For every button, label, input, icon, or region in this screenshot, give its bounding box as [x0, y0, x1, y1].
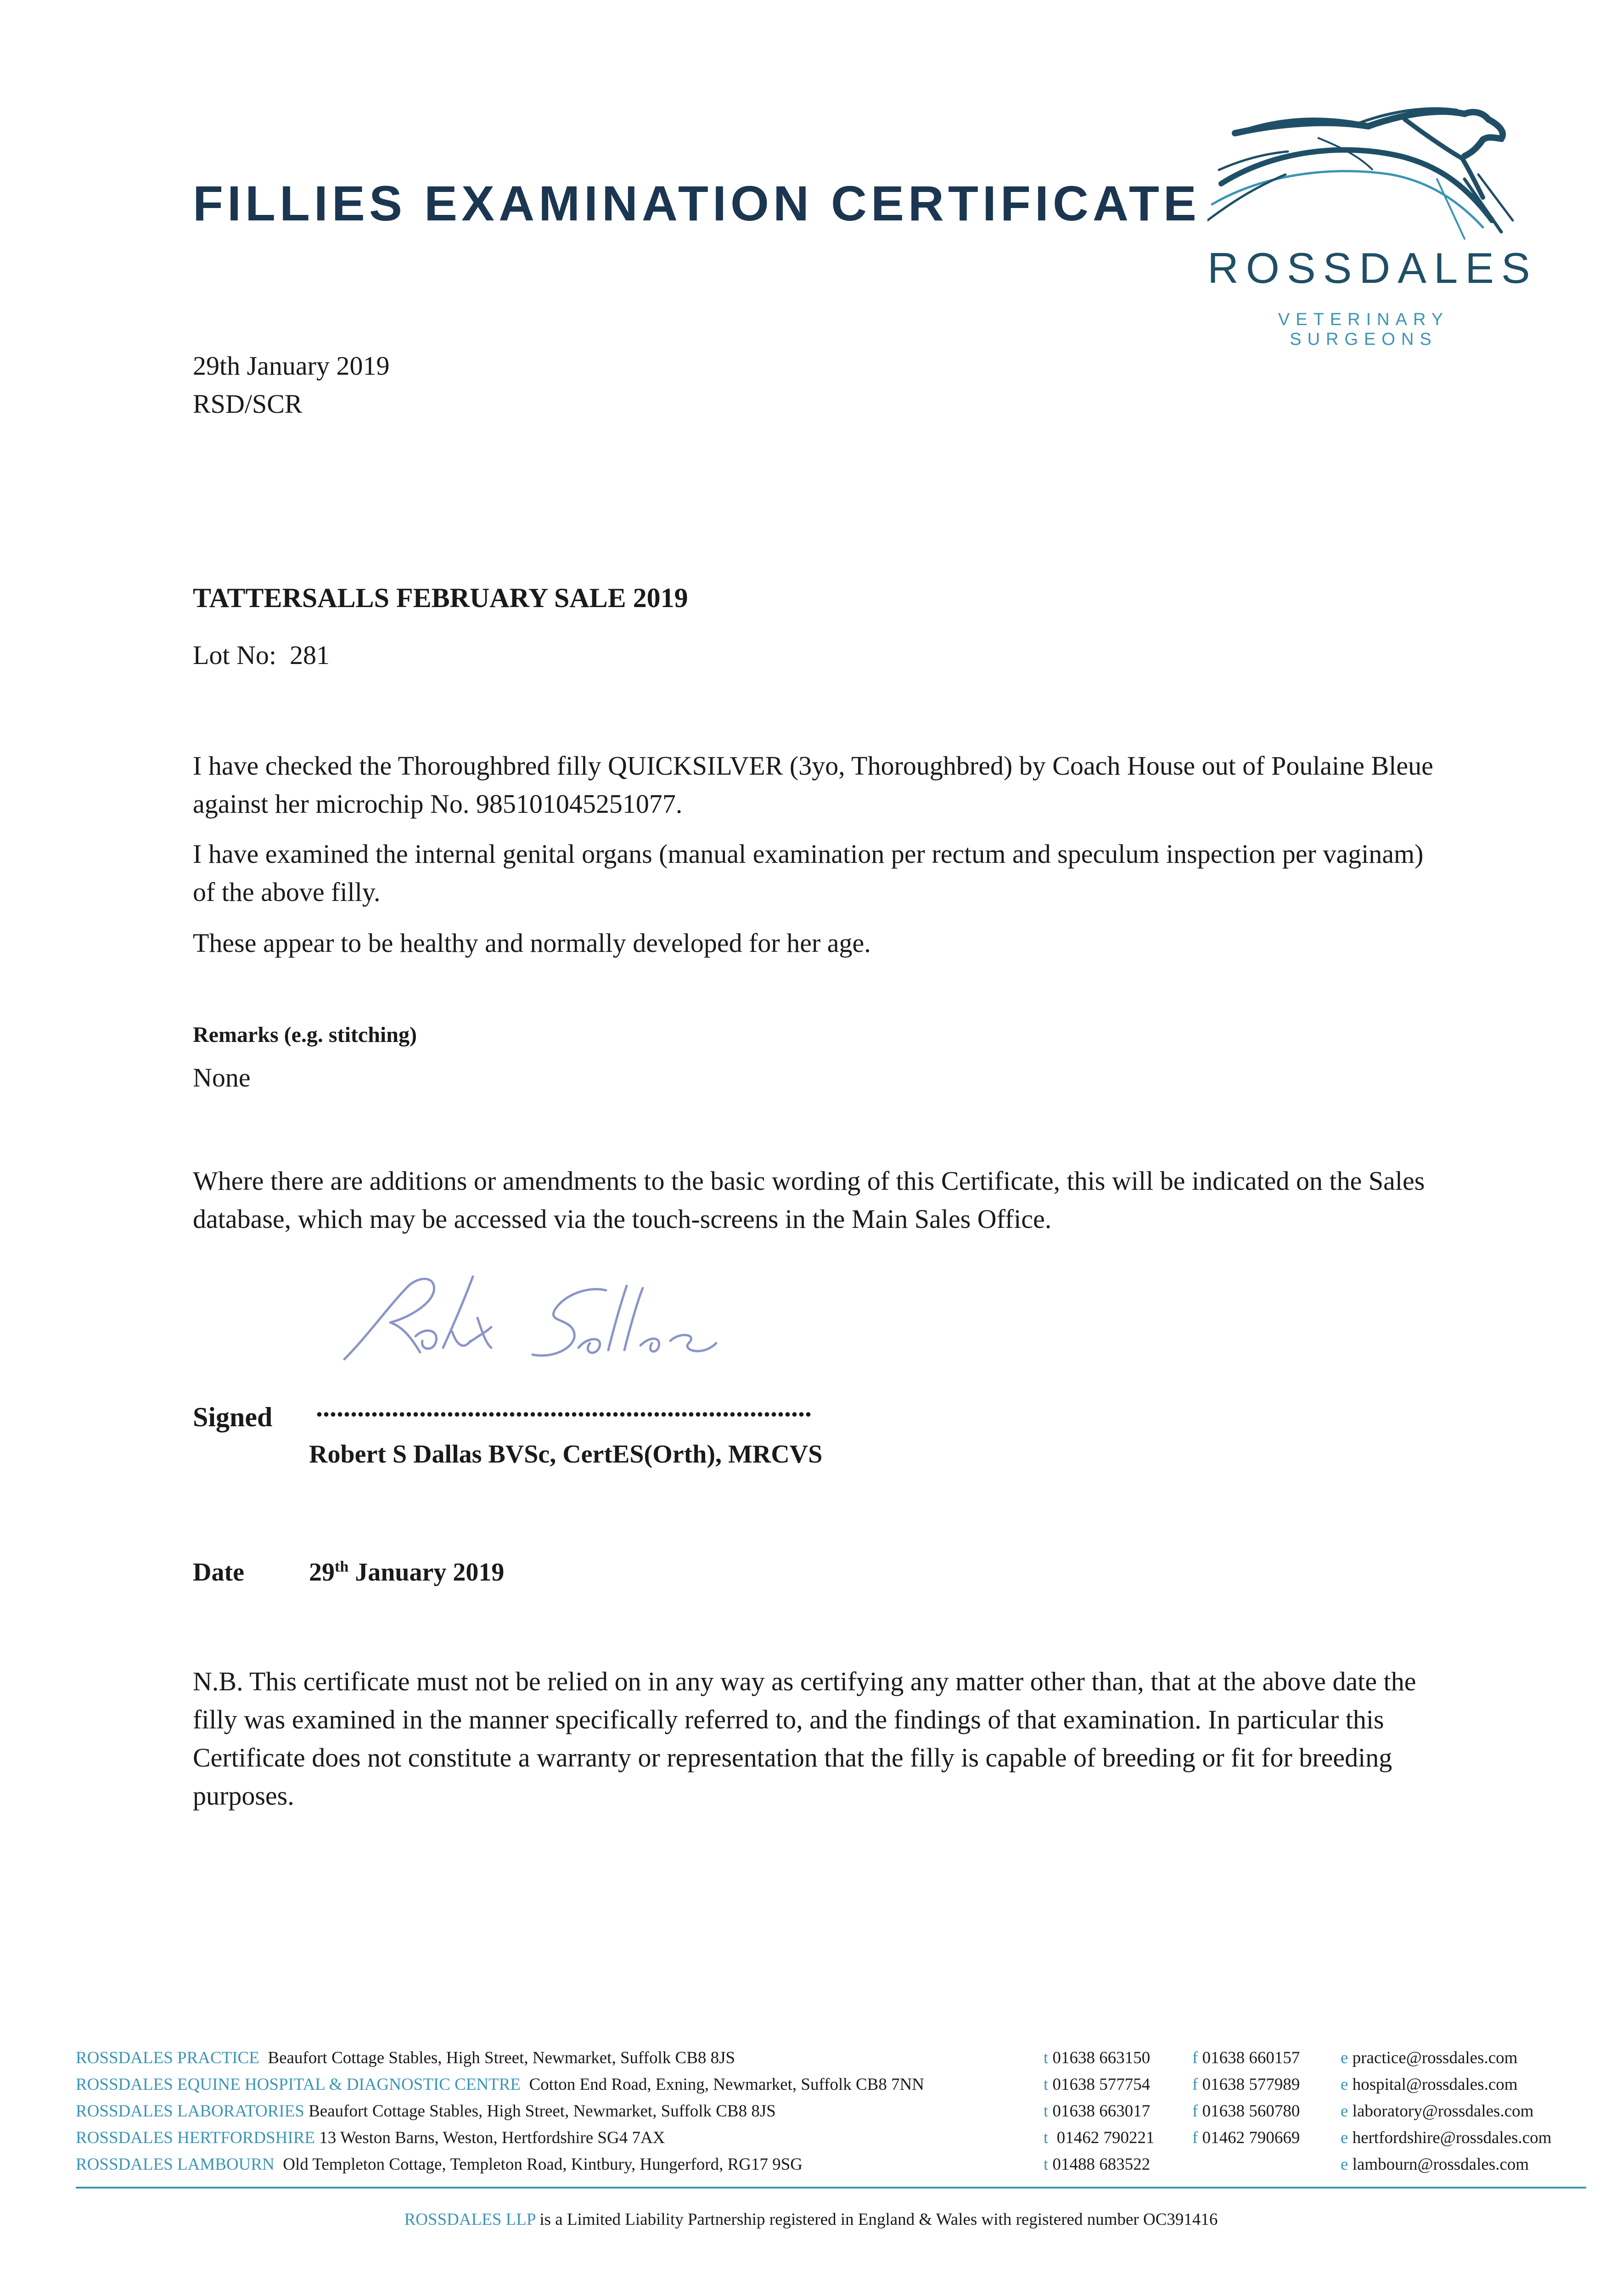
- fax-prefix: f: [1192, 2048, 1198, 2067]
- llp-registration: [0, 2210, 1622, 2229]
- email-prefix: e: [1341, 2128, 1348, 2147]
- handwritten-signature: [340, 1267, 725, 1387]
- footer-laboratories-name: ROSSDALES LABORATORIES: [76, 2102, 304, 2121]
- footer-laboratories-phone: 01638 663017: [1052, 2102, 1151, 2121]
- footer-hertfordshire-address: 13 Weston Barns, Weston, Hertfordshire SG4 7AX: [319, 2128, 665, 2147]
- footer-hospital-phone: 01638 577754: [1052, 2075, 1151, 2094]
- galloping-horse-logo-icon: [1207, 106, 1520, 243]
- footer-practice-name: ROSSDALES PRACTICE: [76, 2048, 259, 2067]
- llp-name: ROSSDALES LLP: [404, 2210, 536, 2229]
- signed-date: [309, 1558, 504, 1587]
- llp-text: is a Limited Liability Partnership registered in England & Wales with registered number OC391416: [539, 2210, 1218, 2229]
- signed-date-suffix: th: [335, 1558, 349, 1576]
- footer-lambourn-email[interactable]: lambourn@rossdales.com: [1352, 2155, 1529, 2174]
- email-prefix: e: [1341, 2155, 1348, 2174]
- footer-hertfordshire-phone: 01462 790221: [1056, 2128, 1155, 2147]
- paragraph-findings: These appear to be healthy and normally developed for her age.: [193, 928, 871, 958]
- footer-laboratories-email[interactable]: laboratory@rossdales.com: [1352, 2102, 1534, 2121]
- footer-hospital-fax: 01638 577989: [1202, 2075, 1300, 2094]
- footer-hospital-address: Cotton End Road, Exning, Newmarket, Suffolk CB8 7NN: [529, 2075, 925, 2094]
- phone-prefix: t: [1044, 2155, 1049, 2174]
- footer-hertfordshire-name: ROSSDALES HERTFORDSHIRE: [76, 2128, 315, 2147]
- footer-row: [76, 2128, 1572, 2155]
- phone-prefix: t: [1044, 2048, 1049, 2067]
- footer-hertfordshire-email[interactable]: hertfordshire@rossdales.com: [1352, 2128, 1552, 2147]
- letter-date: 29th January 2019: [193, 351, 390, 381]
- rossdales-logo: [1207, 106, 1538, 349]
- footer-row: [76, 2048, 1572, 2075]
- email-prefix: e: [1341, 2102, 1348, 2121]
- signed-label: Signed: [193, 1402, 273, 1432]
- remarks-value: None: [193, 1063, 251, 1092]
- certificate-title: FILLIES EXAMINATION CERTIFICATE: [193, 175, 1201, 231]
- footer-practice-phone: 01638 663150: [1052, 2048, 1151, 2067]
- footer-lambourn-address: Old Templeton Cottage, Templeton Road, Kintbury, Hungerford, RG17 9SG: [283, 2155, 803, 2174]
- footer-row: [76, 2101, 1572, 2128]
- fax-prefix: f: [1192, 2075, 1198, 2094]
- footer-laboratories-fax: 01638 560780: [1202, 2102, 1300, 2121]
- lot-label: Lot No:: [193, 640, 277, 670]
- phone-prefix: t: [1044, 2102, 1049, 2121]
- footer-practice-fax: 01638 660157: [1202, 2048, 1300, 2067]
- remarks-label: Remarks (e.g. stitching): [193, 1023, 417, 1047]
- letter-reference: RSD/SCR: [193, 389, 303, 419]
- footer-hertfordshire-fax: 01462 790669: [1202, 2128, 1300, 2147]
- email-prefix: e: [1341, 2075, 1348, 2094]
- signatory-name: Robert S Dallas BVSc, CertES(Orth), MRCVS: [309, 1440, 823, 1469]
- sale-heading: TATTERSALLS FEBRUARY SALE 2019: [193, 583, 688, 613]
- footer-hospital-email[interactable]: hospital@rossdales.com: [1352, 2075, 1518, 2094]
- footer-laboratories-address: Beaufort Cottage Stables, High Street, Newmarket, Suffolk CB8 8JS: [309, 2102, 776, 2121]
- nb-disclaimer: N.B. This certificate must not be relied on in any way as certifying any matter other than, that at the above date the filly was examined in the manner specifically referred to, and the findings of that examination. In particular this Certificate does not constitute a warranty or representation that the filly is capable of breeding or fit for breeding purposes.: [193, 1666, 1416, 1811]
- logo-subtitle: VETERINARY SURGEONS: [1278, 310, 1449, 349]
- fax-prefix: f: [1192, 2102, 1198, 2121]
- signed-date-rest: January 2019: [348, 1558, 505, 1587]
- fax-prefix: f: [1192, 2128, 1198, 2147]
- footer-row: [76, 2155, 1572, 2181]
- paragraph-microchip: I have checked the Thoroughbred filly QUICKSILVER (3yo, Thoroughbred) by Coach House out of Poulaine Bleue against her microchip No. 985101045251077.: [193, 751, 1433, 819]
- lot-number: 281: [290, 640, 330, 670]
- footer-divider: [76, 2187, 1586, 2189]
- phone-prefix: t: [1044, 2075, 1049, 2094]
- email-prefix: e: [1341, 2048, 1348, 2067]
- amendments-paragraph: Where there are additions or amendments to the basic wording of this Certificate, this will be indicated on the Sales database, which may be accessed via the touch-screens in the Main Sales Office.: [193, 1166, 1425, 1234]
- footer-practice-email[interactable]: practice@rossdales.com: [1352, 2048, 1518, 2067]
- date-label: Date: [193, 1558, 244, 1587]
- lot-number-line: [193, 636, 330, 674]
- logo-name: ROSSDALES: [1207, 244, 1538, 292]
- signature-dots: ........................................................................: [316, 1392, 812, 1422]
- signed-date-day: 29: [309, 1558, 335, 1587]
- footer-practice-address: Beaufort Cottage Stables, High Street, Newmarket, Suffolk CB8 8JS: [268, 2048, 735, 2067]
- footer-hospital-name: ROSSDALES EQUINE HOSPITAL & DIAGNOSTIC CENTRE: [76, 2075, 521, 2094]
- paragraph-examination: I have examined the internal genital organs (manual examination per rectum and speculum inspection per vaginam) of the above filly.: [193, 839, 1424, 907]
- footer-lambourn-phone: 01488 683522: [1052, 2155, 1151, 2174]
- phone-prefix: t: [1044, 2128, 1049, 2147]
- footer-row: [76, 2075, 1572, 2101]
- footer-lambourn-name: ROSSDALES LAMBOURN: [76, 2155, 275, 2174]
